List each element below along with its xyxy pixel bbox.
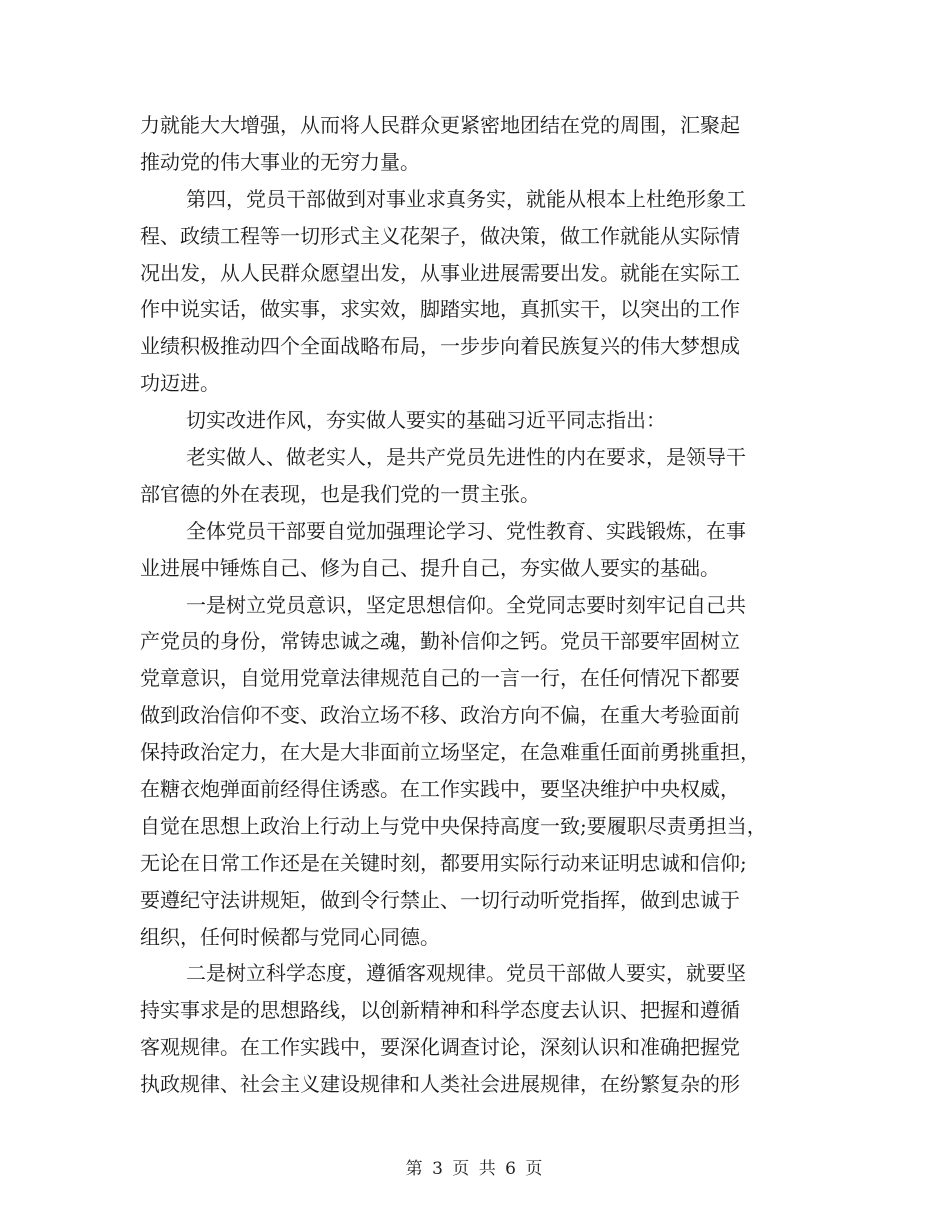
text-line: 组织，任何时候都与党同心同德。 bbox=[140, 924, 440, 949]
document-body bbox=[140, 107, 820, 1103]
text-line: 功迈进。 bbox=[140, 371, 220, 396]
text-line: 保持政治定力，在大是大非面前立场坚定，在急难重任面前勇挑重担， bbox=[140, 740, 760, 765]
text-line: 做到政治信仰不变、政治立场不移、政治方向不偏，在重大考验面前 bbox=[140, 703, 740, 728]
page-number-footer: 第 3 页 共 6 页 bbox=[405, 1159, 545, 1179]
text-line: 一是树立党员意识，坚定思想信仰。全党同志要时刻牢记自己共 bbox=[186, 592, 746, 617]
text-line: 老实做人、做老实人，是共产党员先进性的内在要求，是领导干 bbox=[186, 445, 746, 470]
text-line: 客观规律。在工作实践中，要深化调查讨论，深刻认识和准确把握党 bbox=[140, 1035, 740, 1060]
text-line: 无论在日常工作还是在关键时刻，都要用实际行动来证明忠诚和信仰; bbox=[140, 850, 747, 875]
text-line: 党章意识，自觉用党章法律规范自己的一言一行，在任何情况下都要 bbox=[140, 666, 740, 691]
text-line: 自觉在思想上政治上行动上与党中央保持高度一致;要履职尽责勇担当， bbox=[140, 813, 767, 838]
text-line: 切实改进作风，夯实做人要实的基础习近平同志指出： bbox=[186, 408, 666, 433]
text-line: 产党员的身份，常铸忠诚之魂，勤补信仰之钙。党员干部要牢固树立 bbox=[140, 629, 740, 654]
text-line: 况出发，从人民群众愿望出发，从事业进展需要出发。就能在实际工 bbox=[140, 260, 740, 285]
text-line: 业绩积极推动四个全面战略布局，一步步向着民族复兴的伟大梦想成 bbox=[140, 334, 740, 359]
text-line: 第四，党员干部做到对事业求真务实，就能从根本上杜绝形象工 bbox=[186, 186, 746, 211]
text-line: 二是树立科学态度，遵循客观规律。党员干部做人要实，就要坚 bbox=[186, 961, 746, 986]
text-line: 作中说实话，做实事，求实效，脚踏实地，真抓实干，以突出的工作 bbox=[140, 297, 740, 322]
text-line: 业进展中锤炼自己、修为自己、提升自己，夯实做人要实的基础。 bbox=[140, 555, 720, 580]
text-line: 在糖衣炮弹面前经得住诱惑。在工作实践中，要坚决维护中央权威， bbox=[140, 777, 740, 802]
text-line: 程、政绩工程等一切形式主义花架子，做决策，做工作就能从实际情 bbox=[140, 223, 740, 248]
text-line: 执政规律、社会主义建设规律和人类社会进展规律，在纷繁复杂的形 bbox=[140, 1072, 740, 1097]
text-line: 推动党的伟大事业的无穷力量。 bbox=[140, 149, 420, 174]
text-line: 全体党员干部要自觉加强理论学习、党性教育、实践锻炼，在事 bbox=[186, 518, 746, 543]
text-line: 持实事求是的思想路线，以创新精神和科学态度去认识、把握和遵循 bbox=[140, 998, 740, 1023]
text-line: 要遵纪守法讲规矩，做到令行禁止、一切行动听党指挥，做到忠诚于 bbox=[140, 887, 740, 912]
text-line: 力就能大大增强，从而将人民群众更紧密地团结在党的周围，汇聚起 bbox=[140, 113, 740, 137]
text-line: 部官德的外在表现，也是我们党的一贯主张。 bbox=[140, 481, 540, 506]
